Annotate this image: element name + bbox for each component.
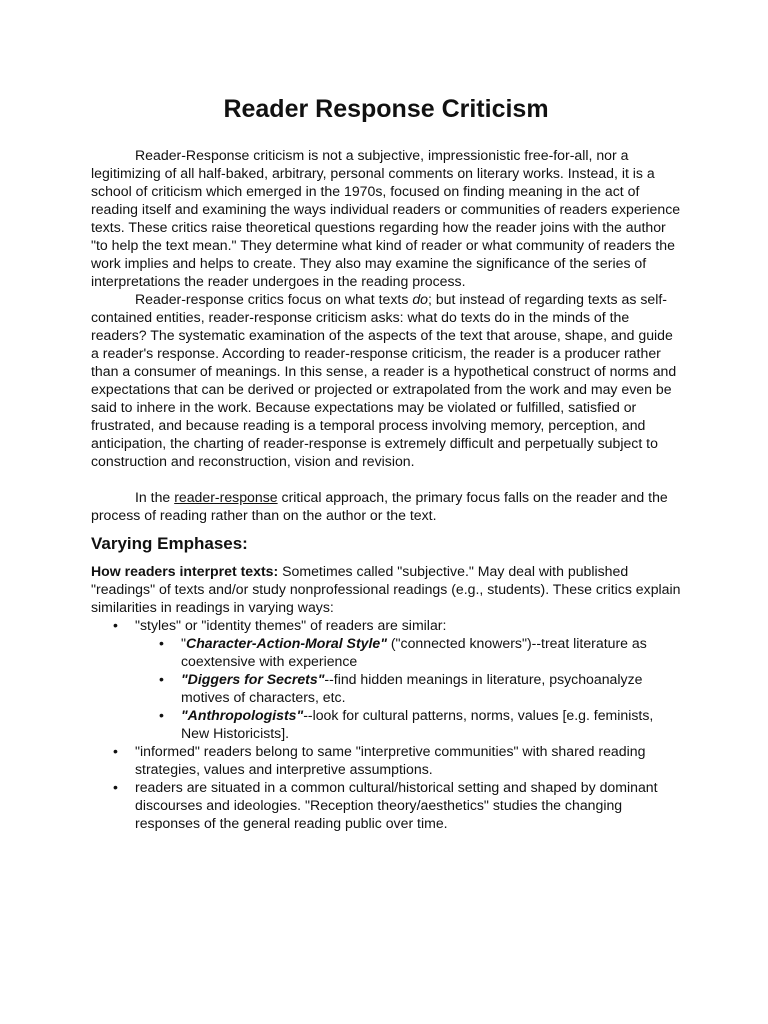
paragraph-3-start: In the xyxy=(135,489,175,505)
list-item xyxy=(135,616,681,742)
paragraph-3-rest: critical approach, the primary focus falls on the reader and the process of reading rather than on the author or the text. xyxy=(91,489,668,523)
sublist-item-text: --look for cultural patterns, norms, values [e.g. feminists, New Historicists]. xyxy=(181,707,654,741)
sublist-item xyxy=(181,634,681,670)
styles-sublist xyxy=(135,634,681,742)
sublist-item-term: Character-Action-Moral Style" xyxy=(186,635,387,651)
sublist-item-term: "Anthropologists" xyxy=(181,707,304,723)
page-title: Reader Response Criticism xyxy=(223,95,549,123)
sublist-item xyxy=(181,670,681,706)
reader-response-link[interactable]: reader-response xyxy=(174,489,278,505)
sublist-item xyxy=(181,706,681,742)
paragraph-2 xyxy=(91,290,681,470)
sublist-item-quote: " xyxy=(181,635,187,651)
paragraph-3 xyxy=(91,488,681,524)
sublist-item-text: ("connected knowers")--treat literature as coextensive with experience xyxy=(181,635,647,669)
sublist-item-text: --find hidden meanings in literature, psychoanalyze motives of characters, etc. xyxy=(181,671,643,705)
section-intro-text: Sometimes called "subjective." May deal with published "readings" of texts and/or study nonprofessional readings (e.g., students). These critics explain similarities in readings in varying ways: xyxy=(91,563,681,615)
paragraph-2-start: Reader-response critics focus on what texts xyxy=(135,291,413,307)
emphases-list xyxy=(91,616,681,832)
paragraph-spacer xyxy=(91,470,681,488)
section-heading: Varying Emphases: xyxy=(91,534,248,553)
paragraph-2-emphasis: do xyxy=(412,291,428,307)
sublist-item-term: "Diggers for Secrets" xyxy=(181,671,325,687)
list-item: • "informed" readers belong to same "interpretive communities" with shared reading strategies, values and interpretive assumptions. xyxy=(135,742,681,778)
list-item: • readers are situated in a common cultural/historical setting and shaped by dominant discourses and ideologies. "Reception theory/aesthetics" studies the changing responses of the general reading public over time. xyxy=(135,778,681,832)
list-item-text: "styles" or "identity themes" of readers are similar: xyxy=(135,617,447,633)
body-text xyxy=(91,146,681,832)
section-intro-label: How readers interpret texts: xyxy=(91,563,279,579)
paragraph-2-rest: ; but instead of regarding texts as self-contained entities, reader-response criticism asks: what do texts do in the minds of the readers? The systematic examination of the aspects of the text that arouse, shape, and guide a reader's response. According to reader-response criticism, the reader is a producer rather than a consumer of meanings. In this sense, a reader is a hypothetical construct of norms and expectations that can be derived or projected or extrapolated from the work and may even be said to inhere in the work. Because expectations may be violated or fulfilled, satisfied or frustrated, and because reading is a temporal process involving memory, perception, and anticipation, the charting of reader-response is extremely difficult and perpetually subject to construction and reconstruction, vision and revision. xyxy=(91,291,677,469)
paragraph-1: Reader-Response criticism is not a subjective, impressionistic free-for-all, nor a legitimizing of all half-baked, arbitrary, personal comments on literary works. Instead, it is a school of criticism which emerged in the 1970s, focused on finding meaning in the act of reading itself and examining the ways individual readers or communities of readers experience texts. These critics raise theoretical questions regarding how the reader joins with the author "to help the text mean." They determine what kind of reader or what community of readers the work implies and helps to create. They also may examine the significance of the series of interpretations the reader undergoes in the reading process. xyxy=(91,147,681,289)
section-intro xyxy=(91,562,681,616)
